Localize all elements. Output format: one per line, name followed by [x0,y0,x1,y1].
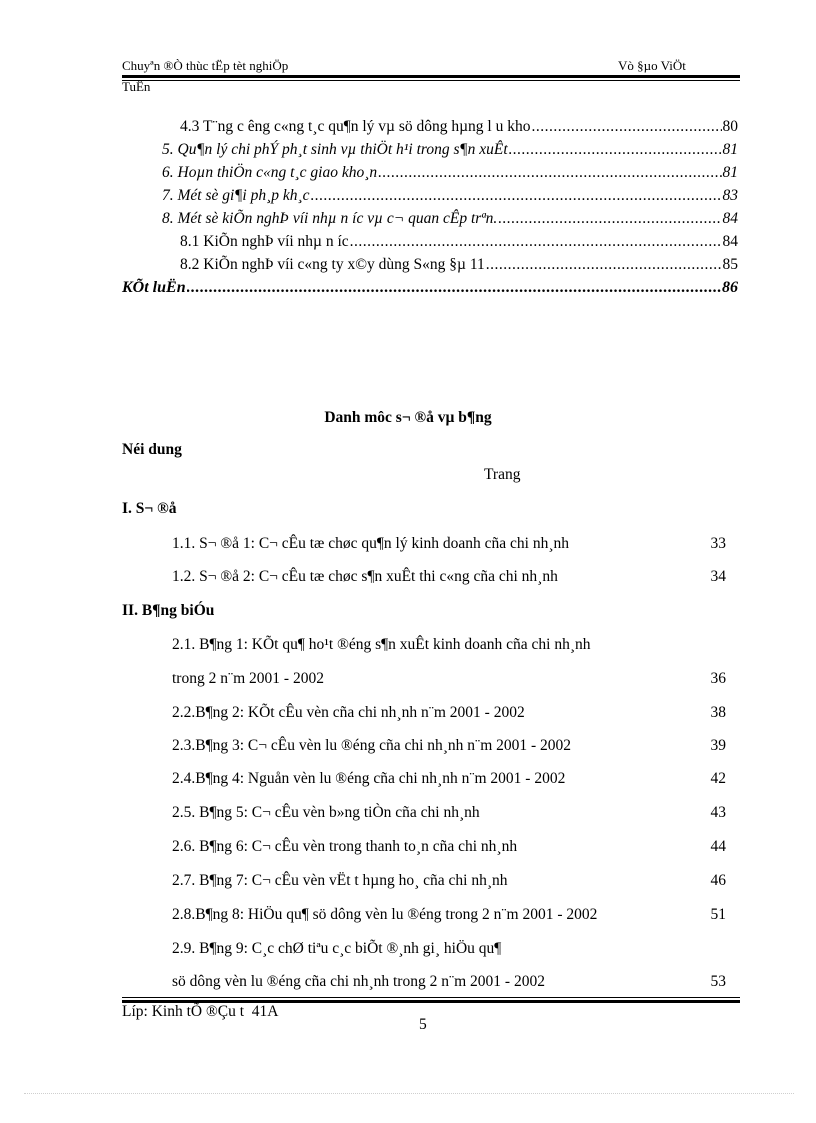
header-right: Vò §µo ViÖt [618,58,686,73]
page-bottom-divider [24,1093,794,1094]
list-item[interactable]: 2.3.B¶ng 3: C¬ cÊu vèn lu ®éng cña chi nh¸nh n¨m 2001 - 2002 [172,737,572,754]
toc-entry-label: 6. Hoµn thiÖn c«ng t¸c giao kho¸n [162,164,378,181]
list-item-continuation: sö dông vèn lu ®éng cña chi nh¸nh trong 2 n¨m 2001 - 2002 [172,973,545,990]
list-title: Danh môc s¬ ®å vµ b¶ng [324,409,492,426]
list-item[interactable]: 2.2.B¶ng 2: KÕt cÊu vèn cña chi nh¸nh n¨m 2001 - 2002 [172,704,525,721]
toc-entry-page: 80 [722,118,738,135]
toc-entry-label: 4.3 T¨ng c êng c«ng t¸c qu¶n lý vµ sö dông hµng l u kho [180,118,531,135]
header-second-line: TuÊn [122,79,151,94]
toc-leader [509,141,722,159]
toc-leader [498,210,721,228]
list-item[interactable]: 2.5. B¶ng 5: C¬ cÊu vèn b»ng tiÒn cña chi nh¸nh [172,804,480,821]
toc-entry-label: 8.2 KiÕn nghÞ víi c«ng ty x©y dùng S«ng §µ 11 [180,256,485,273]
section-title-tables: II. B¶ng biÓu [122,602,215,619]
list-item[interactable]: 2.6. B¶ng 6: C¬ cÊu vèn trong thanh to¸n cña chi nh¸nh [172,838,518,855]
page-number: 5 [419,1016,427,1033]
toc-entry-label: 5. Qu¶n lý chi phÝ ph¸t sinh vµ thiÖt h¹i trong s¶n xuÊt [162,141,508,158]
list-item[interactable]: 1.1. S¬ ®å 1: C¬ cÊu tæ chøc qu¶n lý kinh doanh cña chi nh¸nh [172,535,570,552]
header-rule-thin [122,80,740,81]
toc-entry[interactable] [122,187,738,205]
header-left: Chuyªn ®Ò thùc tËp tèt nghiÖp [122,58,289,73]
toc-entry[interactable] [122,118,738,136]
toc-entry[interactable] [122,256,738,274]
list-item-page: 36 [710,670,726,687]
page-column-label: Trang [484,466,521,483]
footer-class: Líp: Kinh tÕ ®Çu t 41A [122,1003,279,1020]
toc-leader [350,233,722,251]
list-item[interactable]: 2.9. B¶ng 9: C¸c chØ tiªu c¸c biÕt ®¸nh gi¸ hiÖu qu¶ [172,940,502,957]
toc-leader [378,164,721,182]
toc-entry[interactable] [122,164,738,182]
toc-leader [486,256,722,274]
toc-entry-label: 8.1 KiÕn nghÞ víi nhµ n íc [180,233,349,250]
toc-entry-page: 81 [722,164,738,181]
toc-entry-page: 86 [722,279,738,296]
list-item[interactable]: 2.8.B¶ng 8: HiÖu qu¶ sö dông vèn lu ®éng trong 2 n¨m 2001 - 2002 [172,906,598,923]
toc-entry-label: 7. Mét sè gi¶i ph¸p kh¸c [162,187,310,204]
list-item-page: 39 [710,737,726,754]
toc-entry[interactable] [122,141,738,159]
toc-entry-conclusion[interactable] [122,279,738,297]
list-item-page: 42 [710,770,726,787]
list-item-page: 43 [710,804,726,821]
list-item[interactable]: 2.1. B¶ng 1: KÕt qu¶ ho¹t ®éng s¶n xuÊt kinh doanh cña chi nh¸nh [172,636,591,653]
toc-entry[interactable] [122,210,738,228]
list-item-continuation: trong 2 n¨m 2001 - 2002 [172,670,324,687]
list-item[interactable]: 2.7. B¶ng 7: C¬ cÊu vèn vËt t hµng ho¸ cña chi nh¸nh [172,872,508,889]
toc-entry-label: KÕt luËn [122,279,186,296]
toc-entry-page: 84 [722,210,738,227]
list-item[interactable]: 2.4.B¶ng 4: Nguån vèn lu ®éng cña chi nh¸nh n¨m 2001 - 2002 [172,770,566,787]
header-rule-thick [122,75,740,78]
toc-entry-page: 81 [722,141,738,158]
content-label: Néi dung [122,441,182,458]
list-item-page: 38 [710,704,726,721]
toc-entry[interactable] [122,233,738,251]
toc-leader [532,118,722,136]
toc-leader [187,279,721,297]
list-item[interactable]: 1.2. S¬ ®å 2: C¬ cÊu tæ chøc s¶n xuÊt thi c«ng cña chi nh¸nh [172,568,558,585]
list-item-page: 34 [710,568,726,585]
list-item-page: 51 [710,906,726,923]
footer-rule-thin [122,997,740,998]
toc-entry-label: 8. Mét sè kiÕn nghÞ víi nhµ n íc vµ c¬ quan cÊp trªn. [162,210,498,227]
list-item-page: 33 [710,535,726,552]
list-item-page: 46 [710,872,726,889]
toc-leader [311,187,722,205]
toc-entry-page: 83 [722,187,738,204]
list-item-page: 53 [710,973,726,990]
section-title-diagrams: I. S¬ ®å [122,500,177,517]
toc-entry-page: 84 [722,233,738,250]
toc-entry-page: 85 [722,256,738,273]
list-item-page: 44 [710,838,726,855]
